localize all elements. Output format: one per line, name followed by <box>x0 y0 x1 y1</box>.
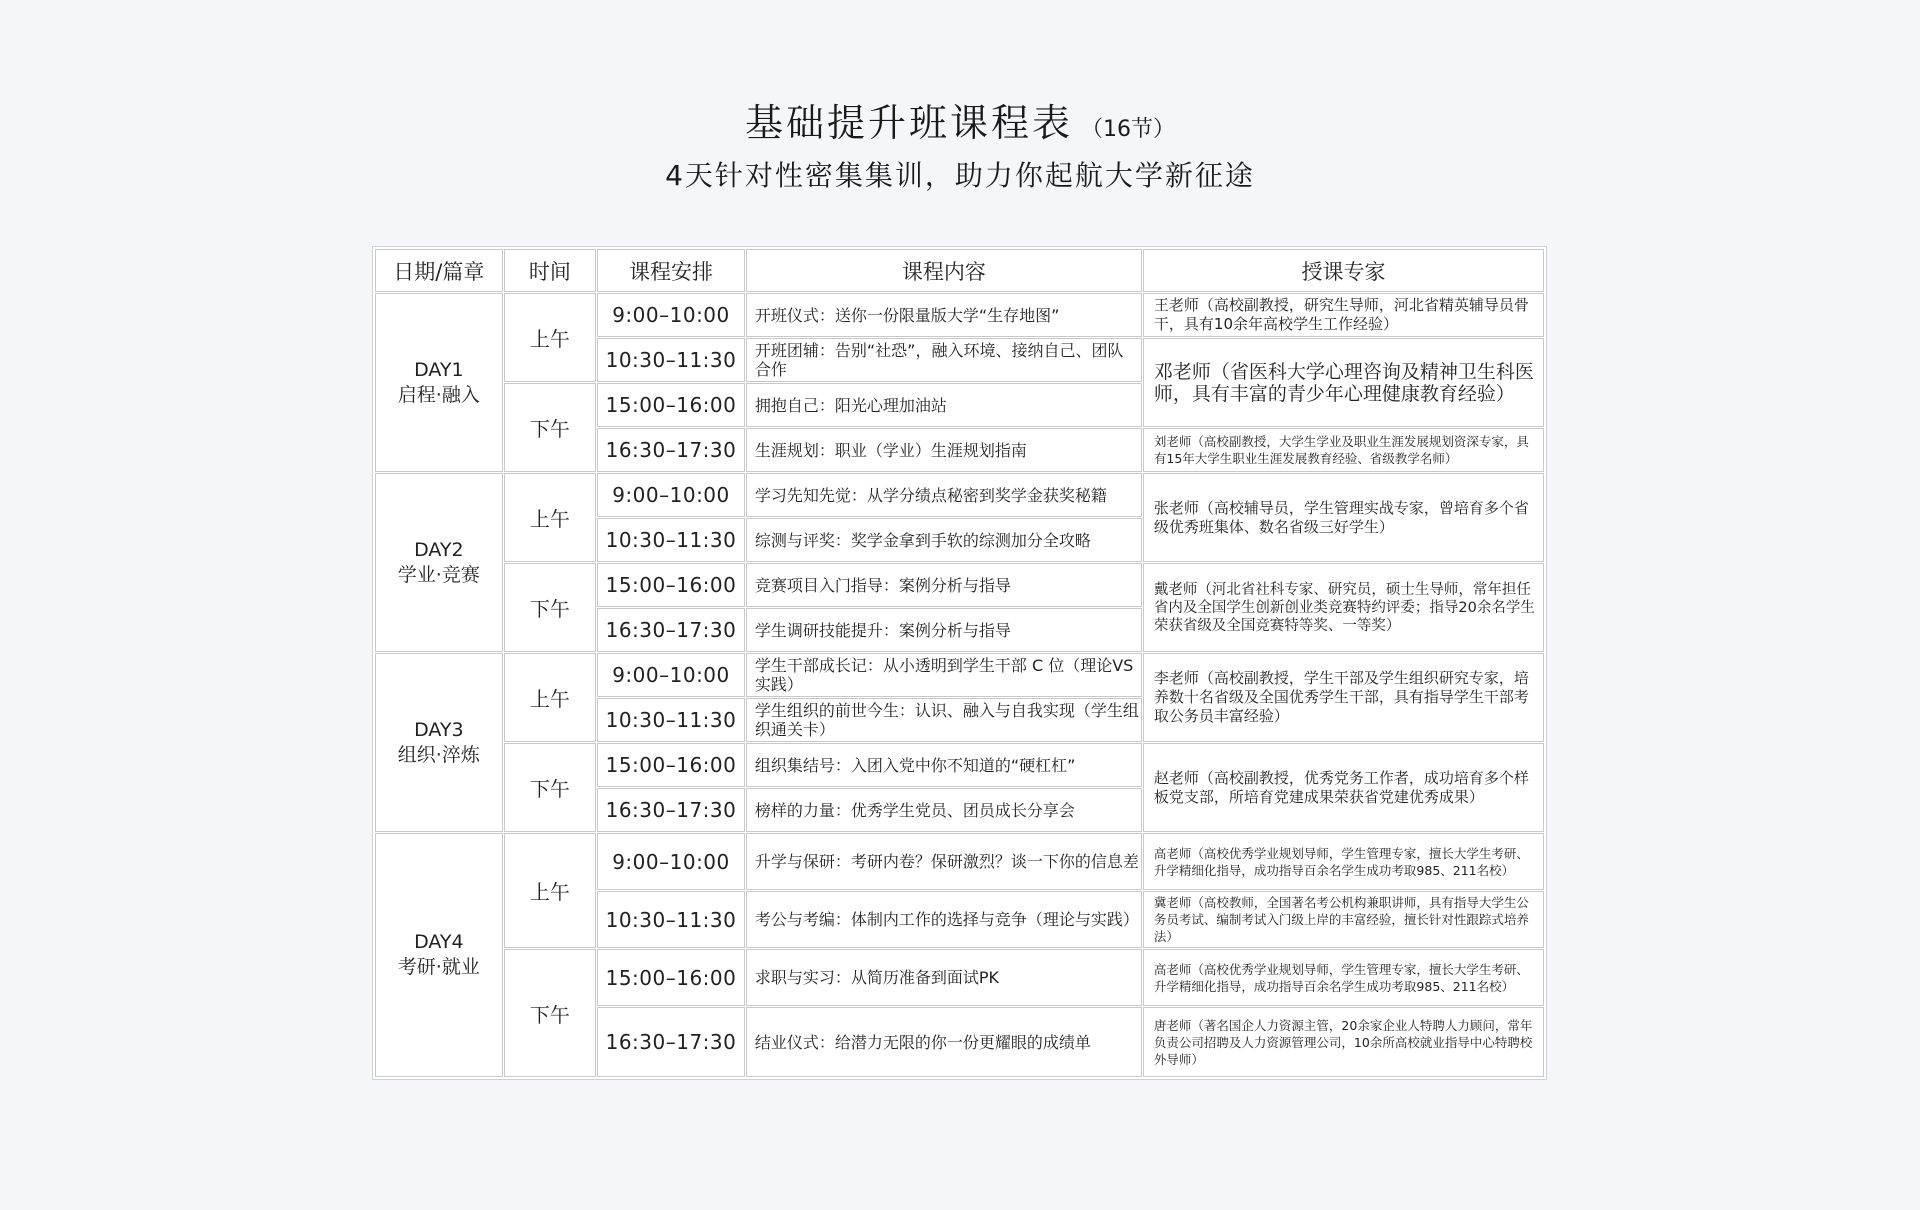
day-code: DAY3 <box>414 718 464 741</box>
course-content: 生涯规划：职业（学业）生涯规划指南 <box>747 429 1141 471</box>
course-content: 求职与实习：从简历准备到面试PK <box>747 950 1141 1005</box>
day-name: 启程·融入 <box>397 383 480 406</box>
course-content: 升学与保研：考研内卷？保研激烈？谈一下你的信息差 <box>747 834 1141 889</box>
expert-info: 戴老师（河北省社科专家、研究员，硕士生导师，常年担任省内及全国学生创新创业类竞赛特约评委；指导20余名学生荣获省级及全国竞赛特等奖、一等奖） <box>1144 564 1543 651</box>
half-am: 上午 <box>505 654 595 741</box>
col-header-date: 日期/篇章 <box>376 250 502 291</box>
title-note: （16节） <box>1081 117 1175 142</box>
day-name: 考研·就业 <box>397 956 480 978</box>
col-header-time: 时间 <box>505 250 595 291</box>
title-main: 基础提升班课程表 <box>744 101 1073 145</box>
col-header-content: 课程内容 <box>747 250 1141 291</box>
time-slot: 16:30–17:30 <box>598 1008 744 1076</box>
time-slot: 16:30–17:30 <box>598 609 744 651</box>
course-content: 学生干部成长记：从小透明到学生干部 C 位（理论VS实践） <box>747 654 1141 696</box>
col-header-expert: 授课专家 <box>1144 250 1543 291</box>
course-content: 榜样的力量：优秀学生党员、团员成长分享会 <box>747 789 1141 831</box>
day-cell-4 <box>376 834 502 1076</box>
time-slot: 10:30–11:30 <box>598 892 744 947</box>
day-name: 学业·竞赛 <box>397 563 480 586</box>
time-slot: 9:00–10:00 <box>598 654 744 696</box>
page-title <box>0 92 1920 147</box>
time-slot: 15:00–16:00 <box>598 564 744 606</box>
time-slot: 10:30–11:30 <box>598 339 744 381</box>
col-header-slot: 课程安排 <box>598 250 744 291</box>
time-slot: 16:30–17:30 <box>598 429 744 471</box>
expert-info: 赵老师（高校副教授，优秀党务工作者，成功培育多个样板党支部，所培育党建成果荣获省党建优秀成果） <box>1144 744 1543 831</box>
table-row <box>376 950 1543 1005</box>
half-pm: 下午 <box>505 744 595 831</box>
expert-info: 王老师（高校副教授，研究生导师，河北省精英辅导员骨干，具有10余年高校学生工作经验） <box>1144 294 1543 336</box>
header-row <box>376 250 1543 291</box>
time-slot: 15:00–16:00 <box>598 384 744 426</box>
table-row <box>376 834 1543 889</box>
expert-info: 冀老师（高校教师，全国著名考公机构兼职讲师，具有指导大学生公务员考试、编制考试入门级上岸的丰富经验，擅长针对性跟踪式培养法） <box>1144 892 1543 947</box>
day-cell-3 <box>376 654 502 831</box>
day-code: DAY1 <box>414 358 464 381</box>
time-slot: 9:00–10:00 <box>598 294 744 336</box>
expert-info: 张老师（高校辅导员，学生管理实战专家，曾培育多个省级优秀班集体、数名省级三好学生） <box>1144 474 1543 561</box>
course-content: 竞赛项目入门指导：案例分析与指导 <box>747 564 1141 606</box>
half-am: 上午 <box>505 474 595 561</box>
expert-info: 唐老师（著名国企人力资源主管，20余家企业人特聘人力顾问，常年负责公司招聘及人力资源管理公司，10余所高校就业指导中心特聘校外导师） <box>1144 1008 1543 1076</box>
course-content: 开班团辅：告别“社恐”，融入环境、接纳自己、团队合作 <box>747 339 1141 381</box>
day-name: 组织·淬炼 <box>397 743 480 766</box>
course-content: 学生调研技能提升：案例分析与指导 <box>747 609 1141 651</box>
half-pm: 下午 <box>505 384 595 471</box>
day-code: DAY4 <box>414 931 464 953</box>
time-slot: 16:30–17:30 <box>598 789 744 831</box>
half-am: 上午 <box>505 834 595 947</box>
course-content: 开班仪式：送你一份限量版大学“生存地图” <box>747 294 1141 336</box>
half-pm: 下午 <box>505 950 595 1076</box>
half-pm: 下午 <box>505 564 595 651</box>
expert-info: 高老师（高校优秀学业规划导师，学生管理专家，擅长大学生考研、升学精细化指导，成功指导百余名学生成功考取985、211名校） <box>1144 834 1543 889</box>
expert-info: 刘老师（高校副教授，大学生学业及职业生涯发展规划资深专家，具有15年大学生职业生涯发展教育经验、省级教学名师） <box>1144 429 1543 471</box>
table-row <box>376 654 1543 696</box>
course-content: 综测与评奖：奖学金拿到手软的综测加分全攻略 <box>747 519 1141 561</box>
day-cell-1 <box>376 294 502 471</box>
time-slot: 10:30–11:30 <box>598 519 744 561</box>
expert-info: 李老师（高校副教授，学生干部及学生组织研究专家，培养数十名省级及全国优秀学生干部，具有指导学生干部考取公务员丰富经验） <box>1144 654 1543 741</box>
time-slot: 9:00–10:00 <box>598 834 744 889</box>
course-content: 学习先知先觉：从学分绩点秘密到奖学金获奖秘籍 <box>747 474 1141 516</box>
page-subtitle: 4天针对性密集集训，助力你起航大学新征途 <box>665 159 1255 192</box>
table-row <box>376 474 1543 516</box>
schedule-table <box>373 247 1546 1079</box>
course-content: 结业仪式：给潜力无限的你一份更耀眼的成绩单 <box>747 1008 1141 1076</box>
day-cell-2 <box>376 474 502 651</box>
half-am: 上午 <box>505 294 595 381</box>
time-slot: 15:00–16:00 <box>598 950 744 1005</box>
time-slot: 9:00–10:00 <box>598 474 744 516</box>
time-slot: 15:00–16:00 <box>598 744 744 786</box>
time-slot: 10:30–11:30 <box>598 699 744 741</box>
course-content: 组织集结号：入团入党中你不知道的“硬杠杠” <box>747 744 1141 786</box>
day-code: DAY2 <box>414 538 464 561</box>
course-content: 拥抱自己：阳光心理加油站 <box>747 384 1141 426</box>
table-row <box>376 294 1543 336</box>
course-content: 考公与考编：体制内工作的选择与竞争（理论与实践） <box>747 892 1141 947</box>
expert-info: 高老师（高校优秀学业规划导师，学生管理专家，擅长大学生考研、升学精细化指导，成功指导百余名学生成功考取985、211名校） <box>1144 950 1543 1005</box>
expert-info: 邓老师（省医科大学心理咨询及精神卫生科医师，具有丰富的青少年心理健康教育经验） <box>1144 339 1543 426</box>
table-row <box>376 564 1543 606</box>
table-row <box>376 744 1543 786</box>
course-content: 学生组织的前世今生：认识、融入与自我实现（学生组织通关卡） <box>747 699 1141 741</box>
